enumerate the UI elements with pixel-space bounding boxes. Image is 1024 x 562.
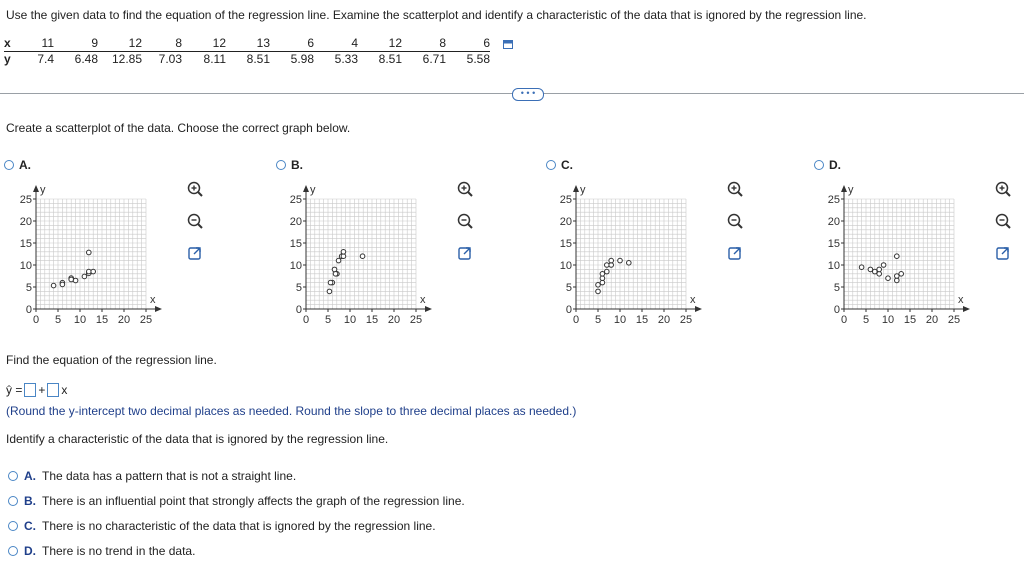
scatterplot-b xyxy=(280,176,440,332)
expand-icon[interactable] xyxy=(726,244,744,262)
answer-c-text: There is no characteristic of the data that is ignored by the regression line. xyxy=(42,519,436,533)
y-axis-arrow xyxy=(841,185,847,192)
x-axis-arrow xyxy=(695,306,702,312)
expand-more-button[interactable]: • • • xyxy=(512,88,544,101)
data-point xyxy=(886,276,891,281)
y-tick-label: 10 xyxy=(827,260,840,272)
data-table xyxy=(4,36,490,67)
y-tick-label: 15 xyxy=(289,238,302,250)
zoom-in-icon[interactable] xyxy=(456,180,474,198)
x-tick-label: 15 xyxy=(635,314,649,326)
y-axis-label: y xyxy=(40,184,46,196)
data-point xyxy=(332,267,337,272)
x-tick-label: 10 xyxy=(343,314,357,326)
rounding-note: (Round the y-intercept two decimal places as needed. Round the slope to three decimal places as needed.) xyxy=(6,404,577,418)
data-point xyxy=(87,250,92,255)
y-tick-label: 5 xyxy=(25,282,32,294)
data-point xyxy=(327,289,332,294)
x-tick-label: 15 xyxy=(903,314,917,326)
zoom-out-icon[interactable] xyxy=(994,212,1012,230)
answer-option-a[interactable] xyxy=(8,469,296,483)
data-point xyxy=(868,267,873,272)
zoom-in-icon[interactable] xyxy=(726,180,744,198)
y-axis-arrow xyxy=(573,185,579,192)
instructions: Use the given data to find the equation of the regression line. Examine the scatterplot and identify a characteristic of the data that is ignored by the regression line. xyxy=(6,8,867,22)
find-eq-prompt: Find the equation of the regression line. xyxy=(6,353,217,367)
table-y-cell: 8.51 xyxy=(246,52,270,66)
data-point xyxy=(859,265,864,270)
y-tick-label: 0 xyxy=(295,304,302,316)
y-tick-label: 20 xyxy=(289,216,302,228)
table-x-cell: 6 xyxy=(270,36,314,52)
equation-row xyxy=(6,383,67,397)
x-var: x xyxy=(61,383,68,397)
scatterplot-c xyxy=(550,176,710,332)
slope-input[interactable] xyxy=(47,383,59,397)
table-x-cell: 8 xyxy=(402,36,446,52)
x-label: x xyxy=(4,36,18,52)
x-tick-label: 20 xyxy=(387,314,401,326)
data-point xyxy=(333,272,338,277)
data-point xyxy=(877,267,882,272)
x-tick-label: 20 xyxy=(925,314,939,326)
option-c-letter: C. xyxy=(561,158,573,172)
table-y-cell: 7.4 xyxy=(37,52,54,66)
x-axis-label: x xyxy=(958,294,964,306)
scatterplot-d xyxy=(818,176,978,332)
y-axis-label: y xyxy=(310,184,316,196)
x-tick-label: 20 xyxy=(657,314,671,326)
expand-icon[interactable] xyxy=(456,244,474,262)
expand-icon[interactable] xyxy=(186,244,204,262)
intercept-input[interactable] xyxy=(24,383,36,397)
table-y-cell: 5.58 xyxy=(466,52,490,66)
scatterplot-a xyxy=(10,176,170,332)
x-axis-arrow xyxy=(425,306,432,312)
y-tick-label: 5 xyxy=(565,282,572,294)
data-point xyxy=(881,263,886,268)
radio-b[interactable] xyxy=(276,160,286,170)
answer-radio-d[interactable] xyxy=(8,546,18,556)
answer-radio-b[interactable] xyxy=(8,496,18,506)
y-tick-label: 20 xyxy=(559,216,572,228)
x-tick-label: 10 xyxy=(881,314,895,326)
y-label: y xyxy=(4,52,11,66)
y-tick-label: 25 xyxy=(289,194,302,206)
x-tick-label: 10 xyxy=(613,314,627,326)
data-point xyxy=(82,274,87,279)
y-axis-label: y xyxy=(580,184,586,196)
data-point xyxy=(328,280,333,285)
y-tick-label: 10 xyxy=(19,260,32,272)
data-point xyxy=(91,269,96,274)
option-b-letter: B. xyxy=(291,158,303,172)
x-tick-label: 0 xyxy=(572,314,580,326)
x-tick-label: 0 xyxy=(32,314,40,326)
zoom-out-icon[interactable] xyxy=(186,212,204,230)
table-x-cell: 12 xyxy=(182,36,226,52)
x-tick-label: 5 xyxy=(324,314,332,326)
copy-table-icon[interactable] xyxy=(503,40,513,49)
table-x-cell: 6 xyxy=(446,36,490,52)
answer-a-text: The data has a pattern that is not a straight line. xyxy=(42,469,297,483)
data-point xyxy=(618,258,623,263)
data-point xyxy=(69,277,74,282)
table-y-cell: 5.33 xyxy=(334,52,358,66)
option-a-letter: A. xyxy=(19,158,31,172)
zoom-out-icon[interactable] xyxy=(456,212,474,230)
x-tick-label: 25 xyxy=(947,314,961,326)
zoom-in-icon[interactable] xyxy=(186,180,204,198)
y-tick-label: 0 xyxy=(565,304,572,316)
x-axis-label: x xyxy=(150,294,156,306)
y-axis-arrow xyxy=(33,185,39,192)
answer-b-letter: B. xyxy=(24,494,36,508)
answer-option-d[interactable] xyxy=(8,544,195,558)
option-d-letter: D. xyxy=(829,158,841,172)
graph-option-a[interactable] xyxy=(4,158,31,172)
x-tick-label: 20 xyxy=(117,314,131,326)
x-tick-label: 0 xyxy=(302,314,310,326)
answer-b-text: There is an influential point that strongly affects the graph of the regression line. xyxy=(42,494,465,508)
data-point xyxy=(873,269,878,274)
data-point xyxy=(609,258,614,263)
answer-option-b[interactable] xyxy=(8,494,465,508)
y-tick-label: 0 xyxy=(833,304,840,316)
radio-c[interactable] xyxy=(546,160,556,170)
data-point xyxy=(51,283,56,288)
data-point xyxy=(73,278,78,283)
y-tick-label: 25 xyxy=(559,194,572,206)
table-x-cell: 11 xyxy=(18,36,54,52)
x-tick-label: 5 xyxy=(594,314,602,326)
data-point xyxy=(899,272,904,277)
data-point xyxy=(627,261,632,266)
graph-option-b[interactable] xyxy=(276,158,303,172)
y-tick-label: 20 xyxy=(827,216,840,228)
data-point xyxy=(605,269,610,274)
table-y-cell: 6.71 xyxy=(422,52,446,66)
x-tick-label: 25 xyxy=(679,314,693,326)
y-axis-label: y xyxy=(848,184,854,196)
table-y-cell: 5.98 xyxy=(290,52,314,66)
y-tick-label: 10 xyxy=(289,260,302,272)
y-axis-arrow xyxy=(303,185,309,192)
y-tick-label: 0 xyxy=(25,304,32,316)
zoom-in-icon[interactable] xyxy=(994,180,1012,198)
answer-d-letter: D. xyxy=(24,544,36,558)
identify-prompt: Identify a characteristic of the data that is ignored by the regression line. xyxy=(6,432,389,446)
x-tick-label: 15 xyxy=(365,314,379,326)
answer-c-letter: C. xyxy=(24,519,36,533)
table-x-cell: 13 xyxy=(226,36,270,52)
x-tick-label: 5 xyxy=(862,314,870,326)
data-point xyxy=(596,283,601,288)
table-x-cell: 8 xyxy=(142,36,182,52)
radio-a[interactable] xyxy=(4,160,14,170)
data-point xyxy=(360,254,365,259)
x-tick-label: 0 xyxy=(840,314,848,326)
y-tick-label: 15 xyxy=(559,238,572,250)
table-y-cell: 8.51 xyxy=(378,52,402,66)
y-tick-label: 5 xyxy=(833,282,840,294)
graph-option-c[interactable] xyxy=(546,158,573,172)
table-x-cell: 12 xyxy=(358,36,402,52)
zoom-out-icon[interactable] xyxy=(726,212,744,230)
scatter-prompt: Create a scatterplot of the data. Choose the correct graph below. xyxy=(6,121,351,135)
answer-radio-a[interactable] xyxy=(8,471,18,481)
radio-d[interactable] xyxy=(814,160,824,170)
y-tick-label: 20 xyxy=(19,216,32,228)
data-point xyxy=(600,272,605,277)
data-point xyxy=(60,282,65,287)
table-y-cell: 8.11 xyxy=(203,52,226,66)
yhat-label: ŷ = xyxy=(6,383,23,397)
table-x-cell: 4 xyxy=(314,36,358,52)
data-point xyxy=(895,274,900,279)
x-axis-label: x xyxy=(690,294,696,306)
table-y-cell: 12.85 xyxy=(111,52,142,66)
expand-icon[interactable] xyxy=(994,244,1012,262)
data-point xyxy=(341,250,346,255)
answer-radio-c[interactable] xyxy=(8,521,18,531)
answer-d-text: There is no trend in the data. xyxy=(42,544,196,558)
x-axis-arrow xyxy=(155,306,162,312)
x-axis-arrow xyxy=(963,306,970,312)
y-tick-label: 15 xyxy=(827,238,840,250)
y-tick-label: 25 xyxy=(827,194,840,206)
table-x-cell: 12 xyxy=(98,36,142,52)
y-tick-label: 10 xyxy=(559,260,572,272)
x-tick-label: 10 xyxy=(73,314,87,326)
y-tick-label: 15 xyxy=(19,238,32,250)
graph-option-d[interactable] xyxy=(814,158,841,172)
x-axis-label: x xyxy=(420,294,426,306)
y-tick-label: 25 xyxy=(19,194,32,206)
y-tick-label: 5 xyxy=(295,282,302,294)
x-tick-label: 25 xyxy=(409,314,423,326)
data-point xyxy=(336,258,341,263)
answer-option-c[interactable] xyxy=(8,519,436,533)
table-x-cell: 9 xyxy=(54,36,98,52)
x-tick-label: 25 xyxy=(139,314,153,326)
x-tick-label: 5 xyxy=(54,314,62,326)
table-y-cell: 7.03 xyxy=(158,52,182,66)
data-point xyxy=(895,254,900,259)
table-y-cell: 6.48 xyxy=(74,52,98,66)
answer-a-letter: A. xyxy=(24,469,36,483)
x-tick-label: 15 xyxy=(95,314,109,326)
plus-sign: + xyxy=(38,383,46,397)
data-point xyxy=(596,289,601,294)
